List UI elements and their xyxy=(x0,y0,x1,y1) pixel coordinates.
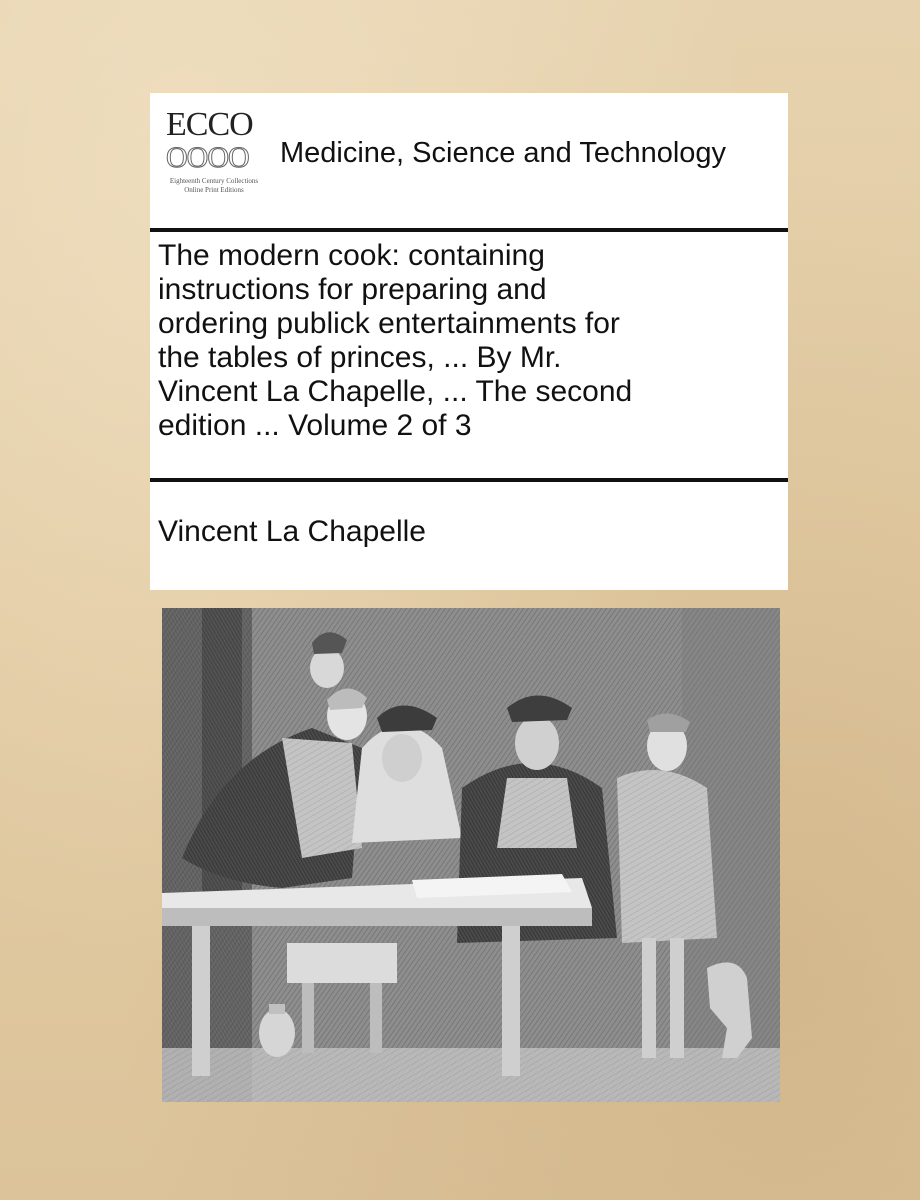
ecco-logo xyxy=(166,107,262,215)
title-line: instructions for preparing and xyxy=(158,273,547,306)
series-title: Medicine, Science and Technology xyxy=(280,137,727,169)
book-title xyxy=(158,239,782,443)
ecco-logo-mark: ECCO xyxy=(166,106,253,143)
title-panel xyxy=(150,93,788,590)
series-header xyxy=(150,93,788,228)
title-line: The modern cook: containing xyxy=(158,239,545,272)
engraving-illustration xyxy=(162,608,780,1102)
ecco-logo-subtitle: Eighteenth Century Collections Online Print Editions xyxy=(169,177,259,194)
title-line: the tables of princes, ... By Mr. xyxy=(158,341,562,374)
divider-middle xyxy=(150,478,788,482)
title-line: Vincent La Chapelle, ... The second xyxy=(158,375,633,408)
ecco-logo-mark-outline: O​O​O​O xyxy=(166,141,249,174)
title-line: ordering publick entertainments for xyxy=(158,307,620,340)
cover-engraving xyxy=(162,608,780,1102)
title-line: edition ... Volume 2 of 3 xyxy=(158,409,472,442)
author-name: Vincent La Chapelle xyxy=(158,515,426,548)
divider-top xyxy=(150,228,788,232)
